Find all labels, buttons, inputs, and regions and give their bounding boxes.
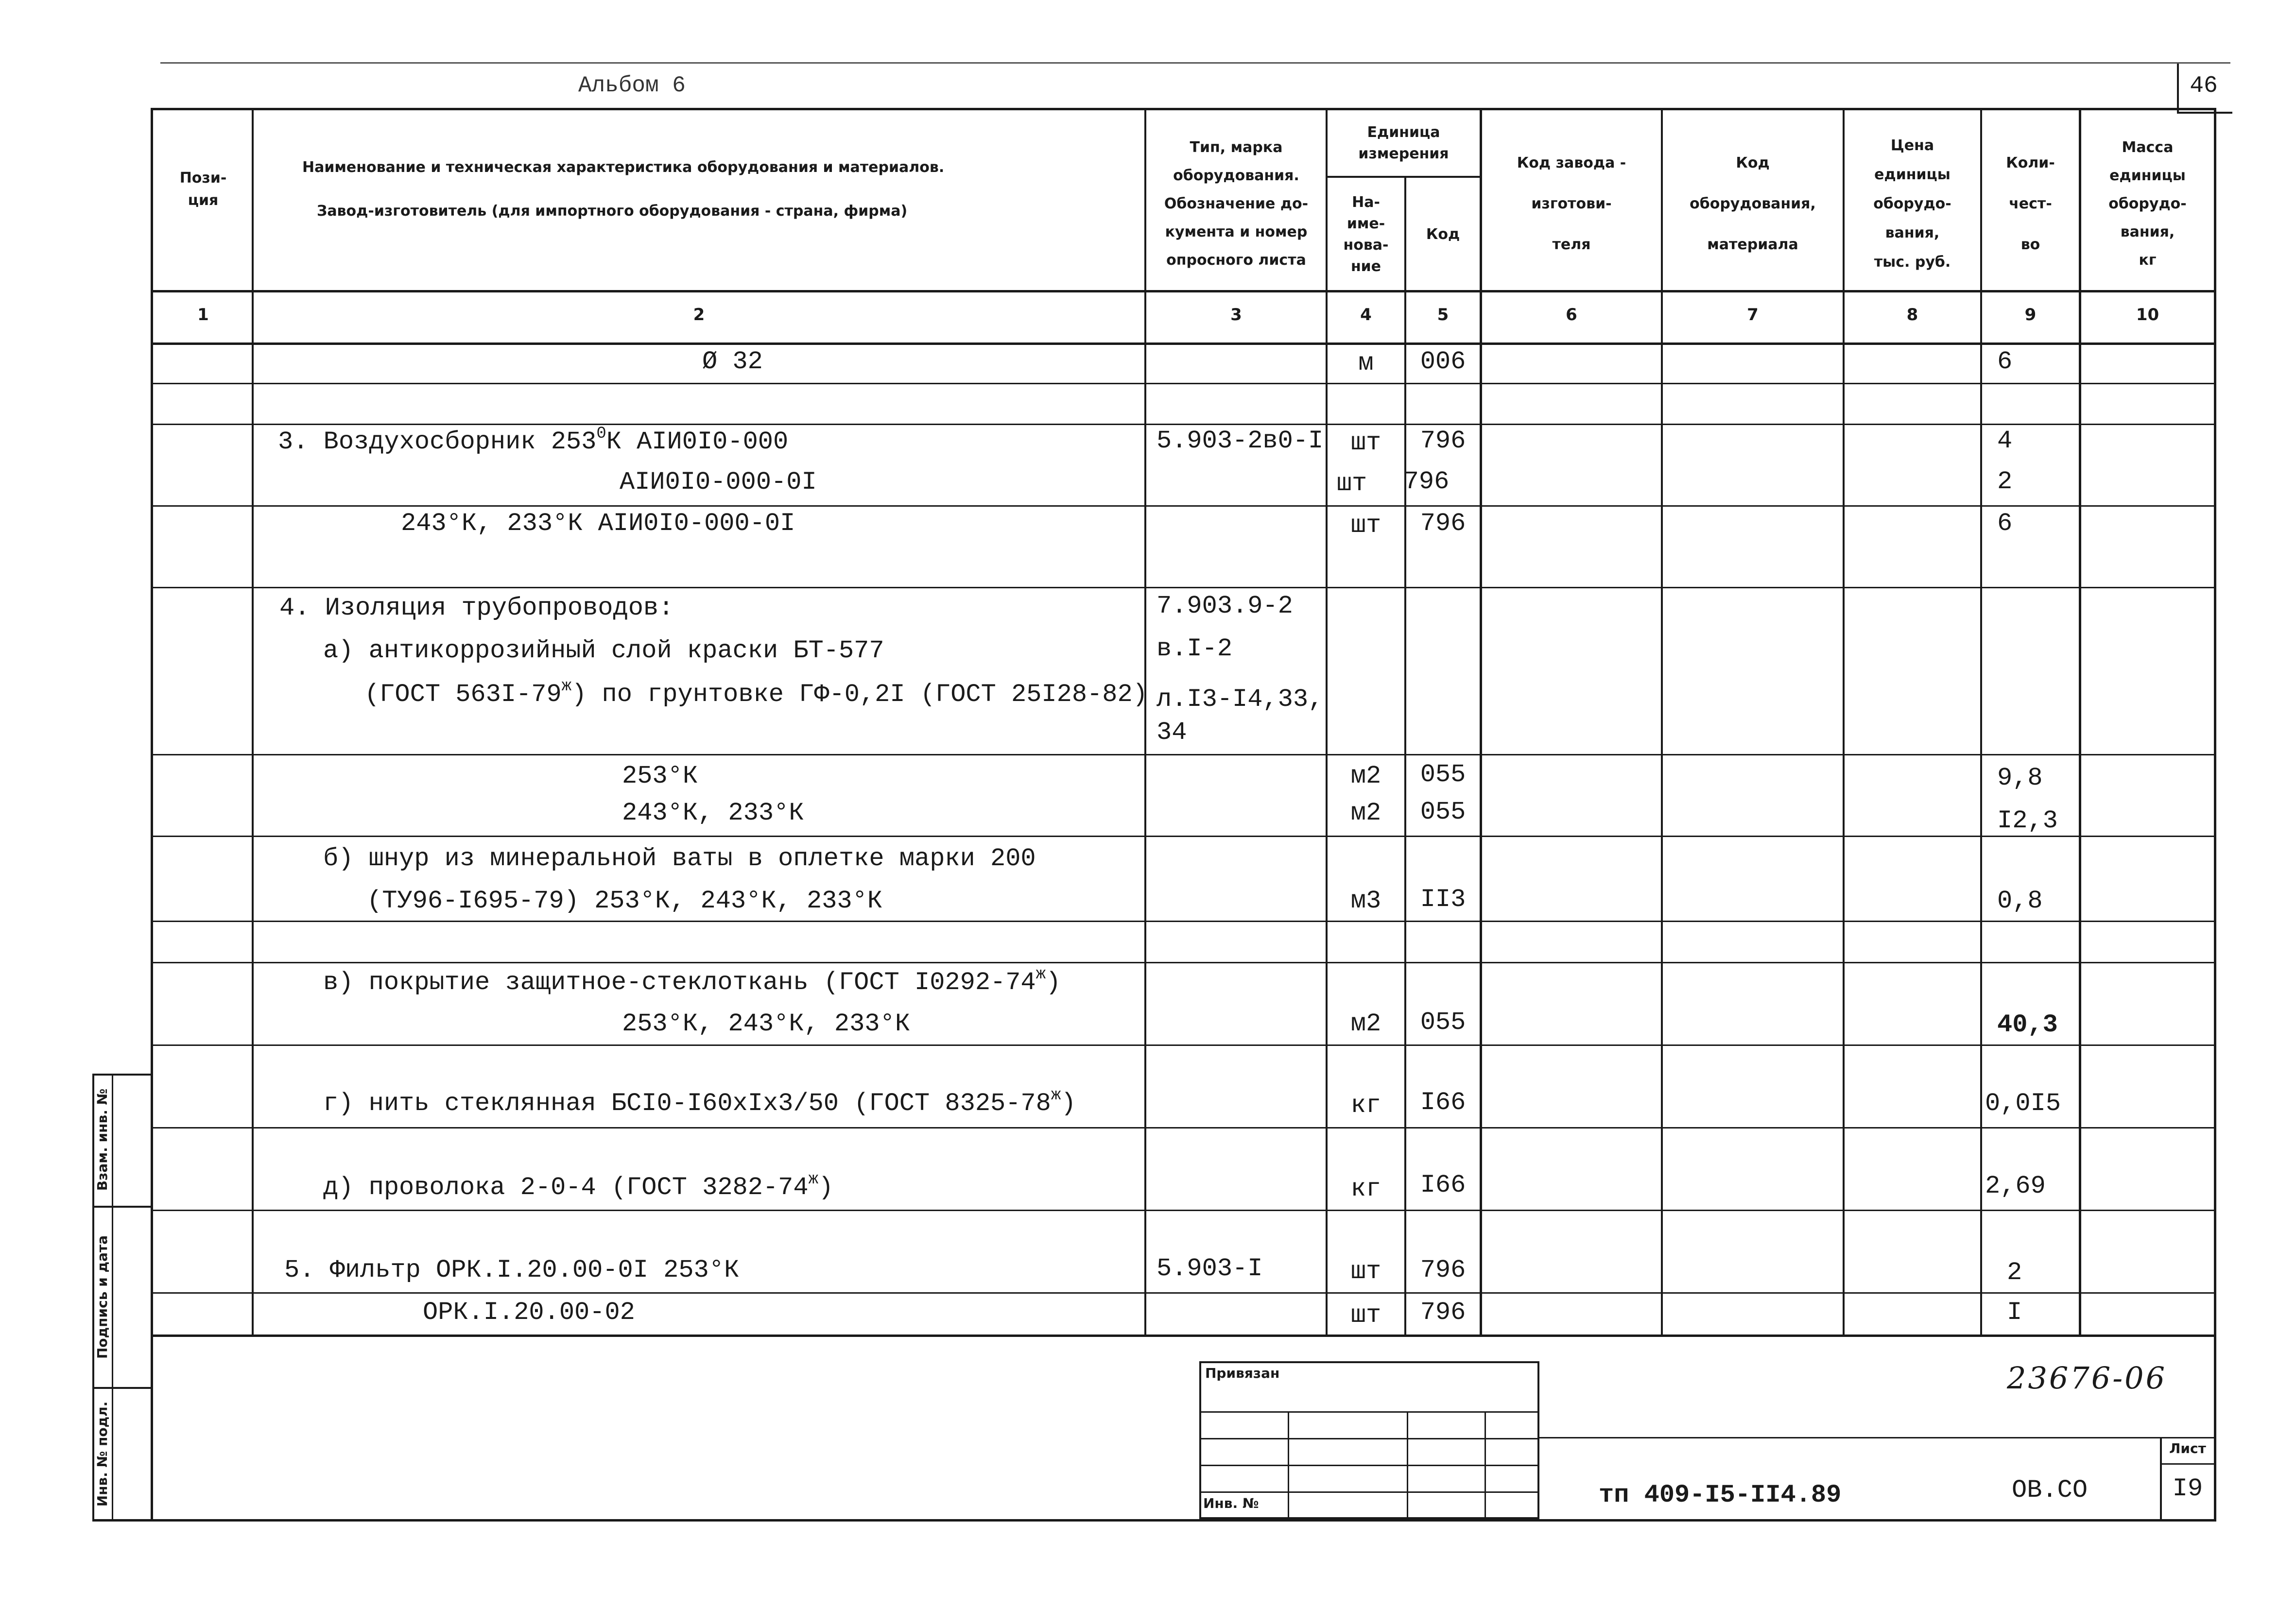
row-4-doc: 7.903.9-2 bbox=[1157, 592, 1293, 620]
stamp-hline-2 bbox=[1199, 1438, 1539, 1439]
side-label-podpis: Подпись и дата bbox=[94, 1235, 110, 1359]
row-11-code: II3 bbox=[1420, 885, 1466, 914]
row-7-doc: 34 bbox=[1157, 718, 1187, 747]
side-strip-divider bbox=[112, 1074, 113, 1521]
row-14-unit: кг bbox=[1350, 1091, 1381, 1120]
header-quantity: Коли- чест- во bbox=[2006, 154, 2055, 253]
stamp-sheet-vline bbox=[2160, 1437, 2162, 1520]
row-15-unit: кг bbox=[1350, 1175, 1381, 1203]
row-16-name: 5. Фильтр ОРК.I.20.00-0I 253°К bbox=[284, 1256, 740, 1284]
row-14-name: г) нить стеклянная БСI0-I60хIх3/50 (ГОСТ $8325-78^ж$) bbox=[323, 1086, 1076, 1118]
header-plant-code: Код завода - изготови- теля bbox=[1517, 154, 1626, 253]
row-0-unit: м bbox=[1358, 349, 1374, 377]
header-unit-name: На- име- нова- ние bbox=[1343, 193, 1389, 275]
col-rule-5 bbox=[1480, 108, 1482, 1336]
row-3-code: 796 bbox=[1420, 509, 1466, 538]
row-5-doc: в.I-2 bbox=[1157, 634, 1233, 663]
table-top-border bbox=[151, 108, 2216, 110]
row-1-name: 3. Воздухосборник $253^0К$ АIИ0I0-000 bbox=[278, 425, 789, 456]
header-price: Цена единицы оборудо- вания, тыс. руб. bbox=[1873, 137, 1951, 271]
col-rule-9 bbox=[2079, 108, 2081, 1336]
header-name-line1: Наименование и техническая характеристика оборудования и материалов. bbox=[302, 159, 945, 176]
page-number: 46 bbox=[2190, 73, 2218, 99]
col-rule-6 bbox=[1661, 108, 1663, 1336]
colnum-6: 6 bbox=[1566, 305, 1577, 325]
row-2-code: 796 bbox=[1403, 467, 1450, 496]
header-name-line2: Завод-изготовитель (для импортного оборудования - страна, фирма) bbox=[317, 203, 908, 220]
header-bottom-border bbox=[151, 290, 2216, 292]
header-position: Пози- ция bbox=[179, 170, 227, 209]
stamp-right-hline bbox=[1539, 1437, 2215, 1438]
row-9-code: 055 bbox=[1420, 798, 1466, 826]
side-label-inv-podl: Инв. № подл. bbox=[94, 1401, 110, 1507]
row-3-qty: 6 bbox=[1997, 509, 2013, 538]
stamp-sheet-hline bbox=[2160, 1463, 2215, 1465]
row-3-name: 243°К, 233°К АIИ0I0-000-0I bbox=[401, 509, 795, 538]
row-17-code: 796 bbox=[1420, 1298, 1466, 1327]
row-13-name: 253°К, 243°К, 233°К bbox=[622, 1009, 910, 1038]
sheet-label: Лист bbox=[2169, 1440, 2206, 1456]
colnum-9: 9 bbox=[2024, 305, 2037, 325]
row-16-code: 796 bbox=[1420, 1256, 1466, 1284]
colnum-2: 2 bbox=[693, 305, 705, 325]
sheet-code: ОВ.СО bbox=[2012, 1476, 2088, 1505]
row-12-name: в) покрытие защитное-стеклоткань (ГОСТ $I0292-74^ж$) bbox=[323, 965, 1061, 997]
row-8-qty: 9,8 bbox=[1997, 764, 2043, 792]
row-13-qty: 40,3 bbox=[1997, 1010, 2058, 1039]
row-13-code: 055 bbox=[1420, 1008, 1466, 1037]
stamp-hline-1 bbox=[1199, 1411, 1539, 1413]
row-11-qty: 0,8 bbox=[1997, 887, 2043, 915]
stamp-vline-3 bbox=[1485, 1411, 1486, 1519]
row-2-qty: 2 bbox=[1997, 467, 2013, 496]
col-rule-7 bbox=[1843, 108, 1845, 1336]
table-bottom-border bbox=[151, 1334, 2216, 1337]
stamp-hline-4 bbox=[1199, 1491, 1539, 1493]
stamp-vline-1 bbox=[1288, 1411, 1289, 1519]
right-frame bbox=[2214, 108, 2216, 1522]
colnum-1: 1 bbox=[197, 305, 209, 325]
stamp-vline-2 bbox=[1407, 1411, 1408, 1519]
row-2-unit: шт bbox=[1336, 469, 1367, 498]
row-1-unit: шт bbox=[1350, 428, 1381, 457]
row-16-doc: 5.903-I bbox=[1157, 1254, 1263, 1283]
header-type: Тип, марка оборудования. Обозначение до- кумента и номер опросного листа bbox=[1164, 139, 1309, 269]
unit-subheader-rule bbox=[1326, 176, 1481, 178]
row-8-code: 055 bbox=[1420, 760, 1466, 789]
row-8-name: 253°К bbox=[622, 762, 698, 790]
row-9-qty: I2,3 bbox=[1997, 806, 2058, 835]
col-rule-3 bbox=[1326, 108, 1328, 1336]
row-15-qty: 2,69 bbox=[1985, 1172, 2046, 1200]
row-8-unit: м2 bbox=[1350, 762, 1381, 790]
project-code: тп 409-I5-II4.89 bbox=[1599, 1481, 1842, 1509]
top-edge-line bbox=[160, 62, 2230, 64]
row-17-name: ОРК.I.20.00-02 bbox=[423, 1298, 635, 1327]
row-1-doc: 5.903-2в0-I bbox=[1157, 427, 1324, 455]
row-6-doc: л.I3-I4,33, bbox=[1157, 685, 1324, 714]
colnum-10: 10 bbox=[2136, 305, 2159, 325]
header-equipment-code: Код оборудования, материала bbox=[1690, 154, 1816, 253]
row-15-code: I66 bbox=[1420, 1171, 1466, 1199]
stamp-hline-3 bbox=[1199, 1465, 1539, 1466]
colnum-7: 7 bbox=[1747, 305, 1759, 325]
colnum-3: 3 bbox=[1230, 305, 1242, 325]
row-15-name: д) проволока 2-0-4 (ГОСТ $3282-74^ж$) bbox=[323, 1170, 834, 1202]
inv-no-label: Инв. № bbox=[1203, 1495, 1259, 1511]
left-frame bbox=[151, 108, 153, 1522]
row-3-unit: шт bbox=[1350, 511, 1381, 540]
row-14-qty: 0,0I5 bbox=[1985, 1089, 2061, 1118]
header-unit: Единица измерения bbox=[1358, 123, 1449, 162]
row-17-unit: шт bbox=[1350, 1301, 1381, 1330]
row-11-unit: м3 bbox=[1350, 887, 1381, 915]
colnum-8: 8 bbox=[1906, 305, 1918, 325]
row-0-qty: 6 bbox=[1997, 347, 2013, 376]
header-mass: Масса единицы оборудо- вания, кг bbox=[2108, 139, 2187, 269]
header-unit-code: Код bbox=[1426, 225, 1460, 243]
row-16-unit: шт bbox=[1350, 1257, 1381, 1286]
row-11-name: (ТУ96-I695-79) 253°К, 243°К, 233°К bbox=[367, 887, 882, 915]
row-6-name: (ГОСТ $563I-79^ж$) по грунтовке ГФ-0,2I (ГОСТ 25I28-82) bbox=[364, 677, 1148, 709]
handwritten-number: 23676-06 bbox=[2007, 1360, 2167, 1396]
row-1-qty: 4 bbox=[1997, 427, 2013, 455]
privyazan-label: Привязан bbox=[1205, 1365, 1280, 1381]
row-10-name: б) шнур из минеральной ваты в оплетке марки 200 bbox=[323, 844, 1036, 873]
row-17-qty: I bbox=[2007, 1298, 2022, 1327]
row-0-name: Ø 32 bbox=[702, 347, 763, 376]
row-13-unit: м2 bbox=[1350, 1009, 1381, 1038]
col-rule-1 bbox=[252, 108, 254, 1336]
colnum-5: 5 bbox=[1437, 305, 1449, 325]
col-rule-2 bbox=[1144, 108, 1146, 1336]
colnum-4: 4 bbox=[1360, 305, 1372, 325]
row-9-name: 243°К, 233°К bbox=[622, 799, 804, 827]
row-14-code: I66 bbox=[1420, 1088, 1466, 1117]
col-rule-8 bbox=[1980, 108, 1982, 1336]
album-label: Альбом 6 bbox=[578, 73, 686, 98]
row-5-name: а) антикоррозийный слой краски БТ-577 bbox=[323, 636, 884, 665]
frame-bottom bbox=[92, 1519, 2216, 1522]
side-label-vzam: Взам. инв. № bbox=[94, 1088, 110, 1191]
row-4-name: 4. Изоляция трубопроводов: bbox=[279, 594, 674, 622]
sheet-number: I9 bbox=[2172, 1474, 2203, 1503]
row-1-code: 796 bbox=[1420, 427, 1466, 455]
row-0-code: 006 bbox=[1420, 347, 1466, 376]
colnum-bottom-border bbox=[151, 342, 2216, 345]
row-16-qty: 2 bbox=[2007, 1258, 2022, 1287]
row-2-name: АIИ0I0-000-0I bbox=[620, 468, 817, 496]
row-9-unit: м2 bbox=[1350, 799, 1381, 827]
